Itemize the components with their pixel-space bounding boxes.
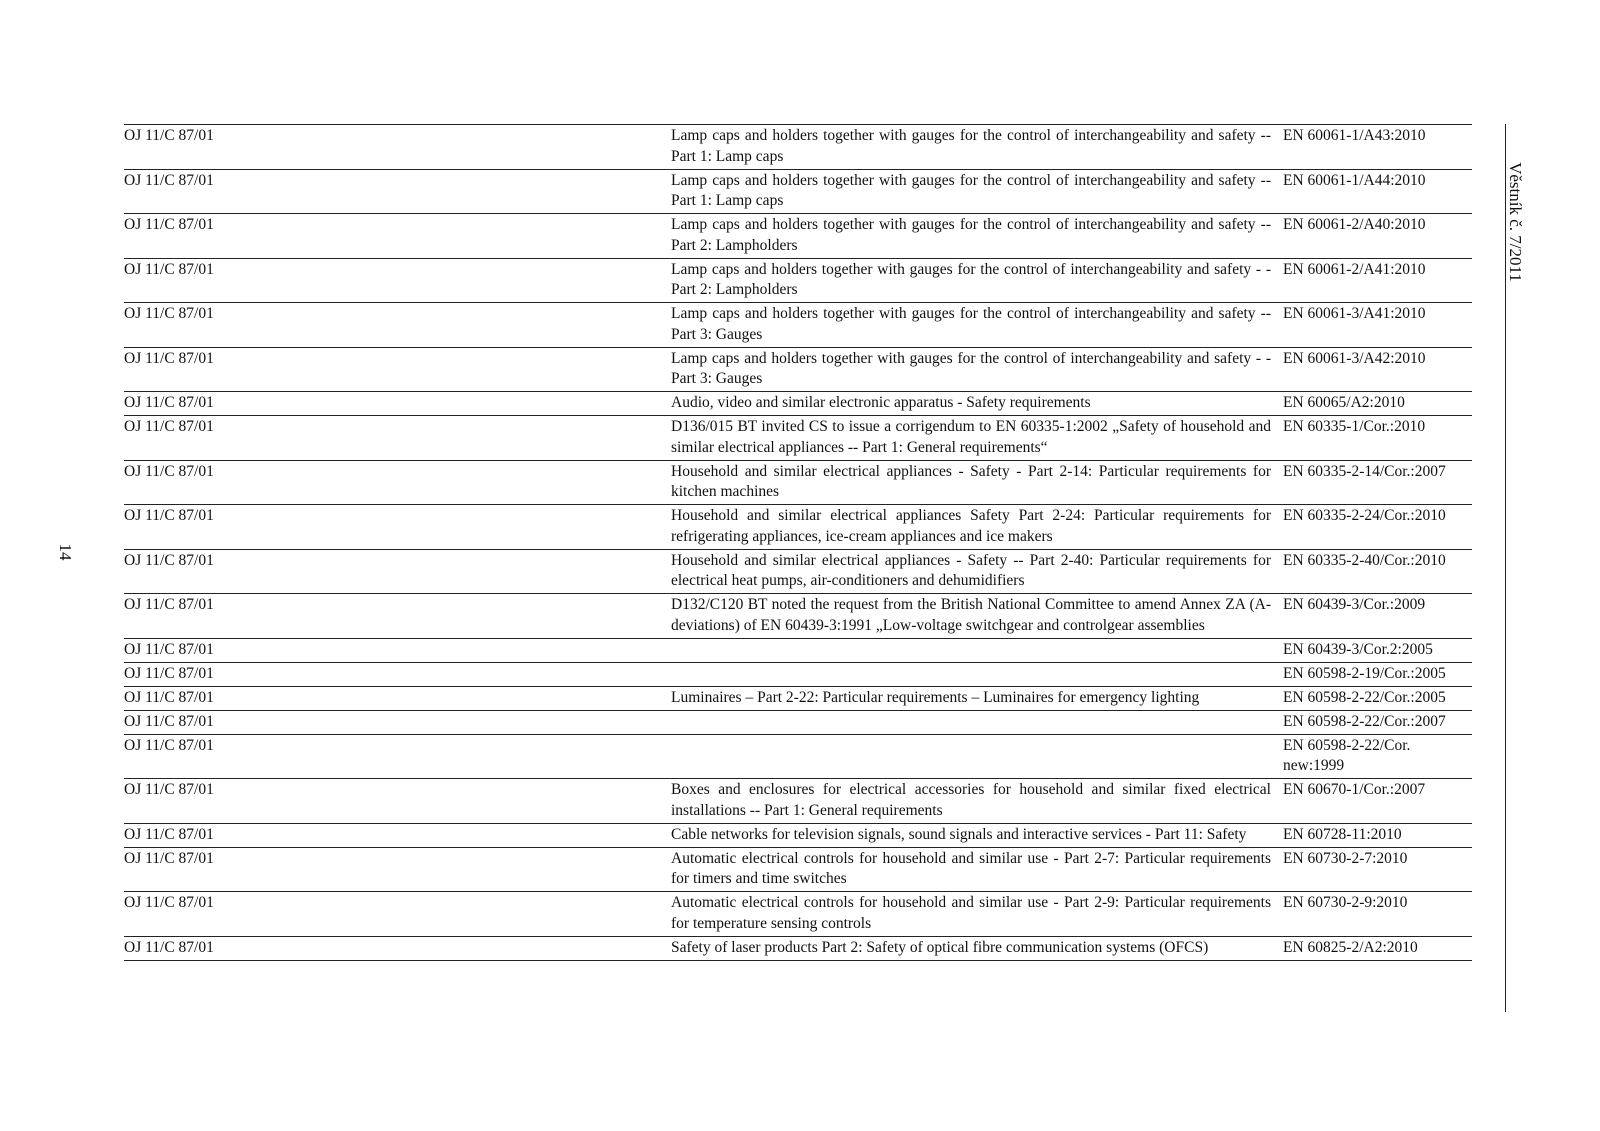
page-number: 14	[56, 543, 75, 561]
oj-reference-cell: OJ 11/C 87/01	[124, 596, 214, 613]
oj-reference-cell: OJ 11/C 87/01	[124, 736, 214, 754]
table-row	[124, 347, 1472, 392]
oj-reference-cell: OJ 11/C 87/01	[124, 171, 214, 189]
standard-number-cell: EN 60670-1/Cor.:2007	[1283, 781, 1426, 798]
table-row	[124, 214, 1472, 259]
standard-title-cell: D132/C120 BT noted the request from the British National Committee to amend Annex ZA (A-deviations) of EN 60439-3:1991 „Low-voltage switchgear and controlgear assemblies	[671, 596, 1271, 634]
standard-title-cell: Household and similar electrical appliances Safety Part 2-24: Particular requirements for refrigerating appliances, ice-cream appliances and ice makers	[671, 507, 1271, 545]
oj-reference-cell: OJ 11/C 87/01	[124, 507, 214, 524]
table-row	[124, 169, 1472, 214]
table-row	[124, 594, 1472, 639]
standard-title-cell: Household and similar electrical appliances - Safety - Part 2-14: Particular requirements for kitchen machines	[671, 462, 1271, 500]
standard-number-cell: EN 60335-1/Cor.:2010	[1283, 418, 1426, 435]
standard-title-cell: Household and similar electrical appliances - Safety -- Part 2-40: Particular requirements for electrical heat pumps, air-conditioners and dehumidifiers	[671, 551, 1271, 589]
standard-number-cell: EN 60598-2-22/Cor. new:1999	[1283, 736, 1411, 774]
oj-reference-cell: OJ 11/C 87/01	[124, 462, 214, 480]
oj-reference-cell: OJ 11/C 87/01	[124, 781, 214, 798]
table-row	[124, 303, 1472, 348]
oj-reference-cell: OJ 11/C 87/01	[124, 418, 214, 435]
standard-title-cell: Automatic electrical controls for household and similar use - Part 2-9: Particular requirements for temperature sensing controls	[671, 894, 1271, 932]
standards-table-body	[124, 125, 1472, 961]
table-row	[124, 505, 1472, 550]
oj-reference-cell: OJ 11/C 87/01	[124, 938, 214, 956]
standard-title-cell: Lamp caps and holders together with gauges for the control of interchangeability and safety -- Part 2: Lampholders	[671, 216, 1271, 254]
standard-number-cell: EN 60061-1/A44:2010	[1283, 171, 1426, 189]
table-row	[124, 823, 1472, 847]
standard-title-cell: Lamp caps and holders together with gauges for the control of interchangeability and safety - - Part 2: Lampholders	[671, 260, 1271, 298]
table-row	[124, 734, 1472, 779]
standard-title-cell	[671, 710, 1283, 734]
oj-reference-cell: OJ 11/C 87/01	[124, 349, 214, 367]
standard-title-cell: Luminaires – Part 2-22: Particular requirements – Luminaires for emergency lighting	[671, 688, 1200, 706]
standard-number-cell: EN 60335-2-24/Cor.:2010	[1283, 507, 1446, 524]
oj-reference-cell: OJ 11/C 87/01	[124, 640, 214, 658]
table-row	[124, 549, 1472, 594]
oj-reference-cell: OJ 11/C 87/01	[124, 260, 214, 278]
oj-reference-cell: OJ 11/C 87/01	[124, 305, 214, 322]
standard-title-cell	[671, 662, 1283, 686]
standard-number-cell: EN 60598-2-22/Cor.:2007	[1283, 712, 1446, 730]
standard-number-cell: EN 60335-2-14/Cor.:2007	[1283, 462, 1446, 480]
table-row	[124, 258, 1472, 303]
oj-reference-cell: OJ 11/C 87/01	[124, 216, 214, 233]
standard-title-cell: Lamp caps and holders together with gauges for the control of interchangeability and safety -- Part 1: Lamp caps	[671, 127, 1271, 165]
standard-number-cell: EN 60335-2-40/Cor.:2010	[1283, 551, 1446, 569]
oj-reference-cell: OJ 11/C 87/01	[124, 551, 214, 569]
standard-number-cell: EN 60598-2-19/Cor.:2005	[1283, 664, 1446, 682]
table-row	[124, 125, 1472, 170]
oj-reference-cell: OJ 11/C 87/01	[124, 894, 214, 911]
table-row	[124, 662, 1472, 686]
oj-reference-cell: OJ 11/C 87/01	[124, 664, 214, 682]
standard-number-cell: EN 60439-3/Cor.2:2005	[1283, 640, 1433, 658]
standard-number-cell: EN 60728-11:2010	[1283, 825, 1402, 843]
table-row	[124, 638, 1472, 662]
oj-reference-cell: OJ 11/C 87/01	[124, 712, 214, 730]
table-row	[124, 686, 1472, 710]
standard-number-cell: EN 60061-1/A43:2010	[1283, 127, 1426, 144]
table-row	[124, 936, 1472, 960]
table-row	[124, 392, 1472, 416]
journal-issue-label: Věstník č. 7/2011	[1506, 162, 1525, 282]
standard-title-cell: Lamp caps and holders together with gauges for the control of interchangeability and safety -- Part 3: Gauges	[671, 305, 1271, 343]
table-row	[124, 710, 1472, 734]
standard-number-cell: EN 60061-3/A42:2010	[1283, 349, 1426, 367]
standard-title-cell: Boxes and enclosures for electrical accessories for household and similar fixed electrical installations -- Part 1: General requirements	[671, 781, 1271, 819]
standard-number-cell: EN 60061-2/A40:2010	[1283, 216, 1426, 233]
standard-number-cell: EN 60439-3/Cor.:2009	[1283, 596, 1426, 613]
standard-title-cell: Audio, video and similar electronic apparatus - Safety requirements	[671, 394, 1091, 411]
oj-reference-cell: OJ 11/C 87/01	[124, 825, 214, 843]
standard-title-cell: Cable networks for television signals, sound signals and interactive services - Part 11: Safety	[671, 825, 1247, 843]
oj-reference-cell: OJ 11/C 87/01	[124, 688, 214, 706]
standard-title-cell: Lamp caps and holders together with gauges for the control of interchangeability and safety -- Part 1: Lamp caps	[671, 171, 1271, 209]
oj-reference-cell: OJ 11/C 87/01	[124, 394, 214, 411]
standard-number-cell: EN 60065/A2:2010	[1283, 394, 1405, 411]
oj-reference-cell: OJ 11/C 87/01	[124, 849, 214, 867]
table-row	[124, 892, 1472, 937]
standard-title-cell: Lamp caps and holders together with gauges for the control of interchangeability and safety - - Part 3: Gauges	[671, 349, 1271, 387]
oj-reference-cell: OJ 11/C 87/01	[124, 127, 214, 144]
table-row	[124, 779, 1472, 824]
table-row	[124, 847, 1472, 892]
standard-number-cell: EN 60061-3/A41:2010	[1283, 305, 1426, 322]
table-row	[124, 416, 1472, 461]
standard-title-cell: D136/015 BT invited CS to issue a corrigendum to EN 60335-1:2002 „Safety of household and similar electrical appliances -- Part 1: General requirements“	[671, 418, 1271, 456]
standard-number-cell: EN 60730-2-9:2010	[1283, 894, 1408, 911]
standard-title-cell	[671, 638, 1283, 662]
standard-number-cell: EN 60825-2/A2:2010	[1283, 938, 1418, 956]
standard-title-cell: Safety of laser products Part 2: Safety of optical fibre communication systems (OFCS)	[671, 938, 1209, 956]
standard-number-cell: EN 60061-2/A41:2010	[1283, 260, 1426, 278]
table-row	[124, 460, 1472, 505]
standard-number-cell: EN 60598-2-22/Cor.:2005	[1283, 688, 1446, 706]
standards-table	[124, 124, 1472, 961]
standard-title-cell	[671, 734, 1283, 779]
standard-number-cell: EN 60730-2-7:2010	[1283, 849, 1408, 867]
standard-title-cell: Automatic electrical controls for household and similar use - Part 2-7: Particular requirements for timers and time switches	[671, 849, 1271, 887]
